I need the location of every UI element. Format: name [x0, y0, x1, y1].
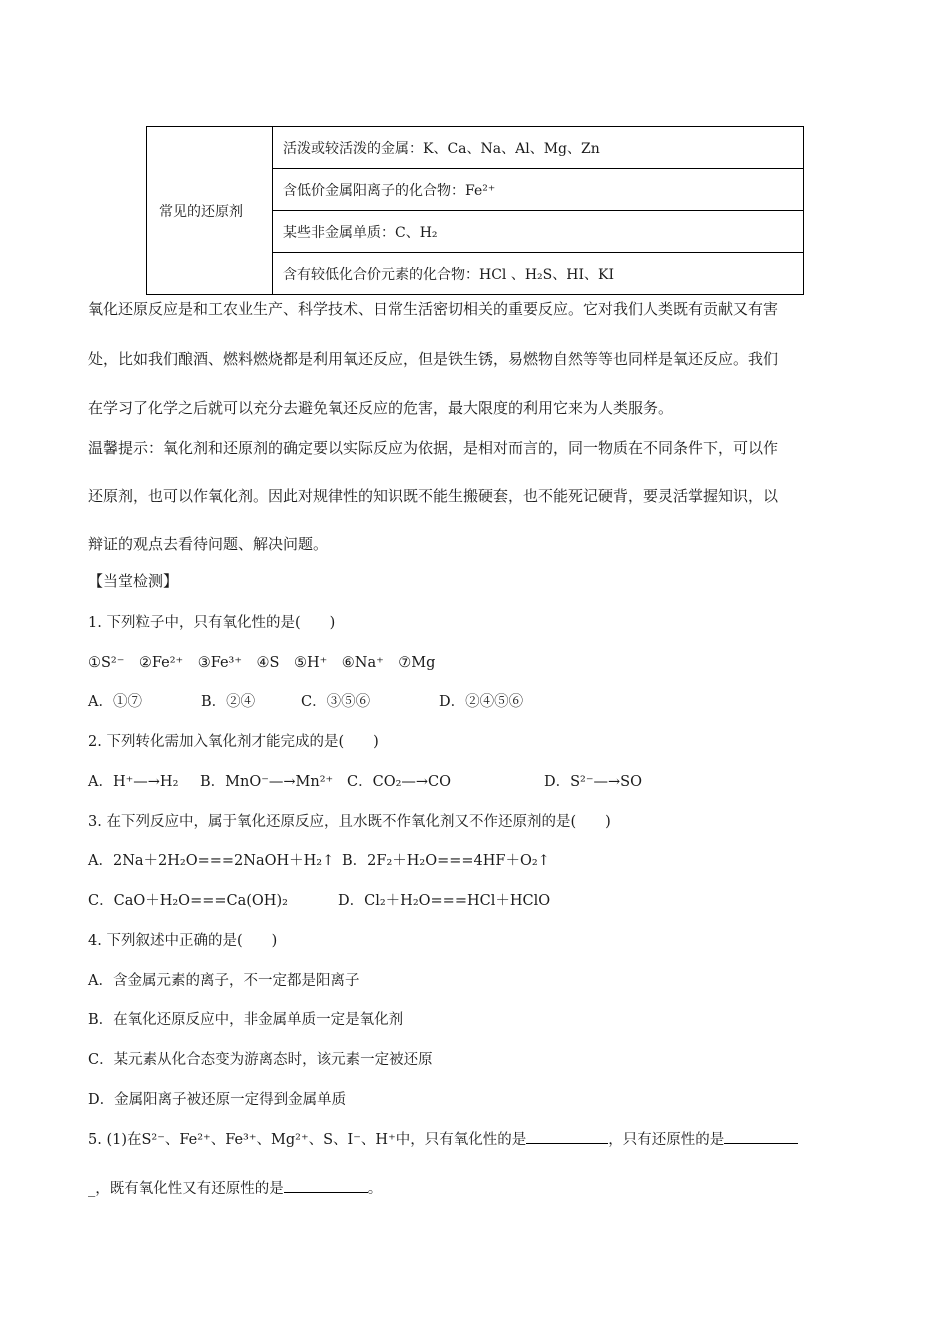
option-a: A．H⁺—→H₂: [88, 774, 179, 790]
option-d: D．S²⁻—→SO: [544, 774, 642, 790]
option-b: B．②④: [201, 694, 256, 710]
option-b: B．2F₂＋H₂O===4HF＋O₂↑: [342, 853, 550, 869]
question-2-stem: 2. 下列转化需加入氧化剂才能完成的是( ): [88, 734, 379, 750]
question-5-part-1: 5. (1)在S²⁻、Fe²⁺、Fe³⁺、Mg²⁺、S、I⁻、H⁺中，只有氧化性的是: [88, 1132, 527, 1148]
question-5-part-2: ，只有还原性的是: [608, 1132, 725, 1148]
table-header-cell: 常见的还原剂: [147, 127, 273, 295]
table-row: 活泼或较活泼的金属：K、Ca、Na、Al、Mg、Zn: [273, 127, 804, 169]
question-4-option-c: C．某元素从化合态变为游离态时，该元素一定被还原: [88, 1052, 433, 1068]
answer-blank[interactable]: [526, 1129, 608, 1144]
paragraph-line: 在学习了化学之后就可以充分去避免氧还反应的危害，最大限度的利用它来为人类服务。: [88, 399, 674, 417]
question-1-particles: ①S²⁻ ②Fe²⁺ ③Fe³⁺ ④S ⑤H⁺ ⑥Na⁺ ⑦Mg: [88, 655, 436, 671]
section-title: 【当堂检测】: [88, 572, 179, 590]
paragraph-line: 氧化还原反应是和工农业生产、科学技术、日常生活密切相关的重要反应。它对我们人类既有贡献又有害: [88, 300, 779, 318]
question-1-stem: 1. 下列粒子中，只有氧化性的是( ): [88, 615, 336, 631]
answer-blank[interactable]: [724, 1129, 798, 1144]
question-5-line-2: [88, 1177, 382, 1198]
option-a: A．2Na＋2H₂O===2NaOH＋H₂↑: [88, 853, 335, 869]
option-c: C．③⑤⑥: [301, 694, 371, 710]
question-4-option-b: B．在氧化还原反应中，非金属单质一定是氧化剂: [88, 1012, 404, 1028]
tip-paragraph-line: 辩证的观点去看待问题、解决问题。: [88, 535, 329, 553]
option-d: D．Cl₂＋H₂O===HCl＋HClO: [338, 893, 551, 909]
question-5-line-1: [88, 1128, 798, 1149]
option-c: C．CaO＋H₂O===Ca(OH)₂: [88, 893, 288, 909]
paragraph-line: 处，比如我们酿酒、燃料燃烧都是利用氧还反应，但是铁生锈，易燃物自然等等也同样是氧还反应。我们: [88, 350, 779, 368]
question-5-part-4: 。: [367, 1181, 383, 1197]
question-4-option-a: A．含金属元素的离子，不一定都是阳离子: [88, 973, 360, 989]
tip-paragraph-line: 温馨提示：氧化剂和还原剂的确定要以实际反应为依据，是相对而言的，同一物质在不同条件下，可以作: [88, 439, 779, 457]
question-4-option-d: D．金属阳离子被还原一定得到金属单质: [88, 1092, 347, 1108]
table-row: 含有较低化合价元素的化合物：HCl 、H₂S、HI、KI: [273, 253, 804, 295]
option-c: C．CO₂—→CO: [347, 774, 452, 790]
question-3-options-ab: [88, 849, 550, 870]
option-d: D．②④⑤⑥: [439, 694, 524, 710]
reducing-agents-table: [146, 126, 804, 295]
answer-blank[interactable]: [284, 1178, 368, 1193]
table-row: 某些非金属单质：C、H₂: [273, 211, 804, 253]
tip-paragraph-line: 还原剂，也可以作氧化剂。因此对规律性的知识既不能生搬硬套，也不能死记硬背，要灵活掌握知识，以: [88, 487, 779, 505]
table-row: 含低价金属阳离子的化合物：Fe²⁺: [273, 169, 804, 211]
option-a: A．①⑦: [88, 694, 142, 710]
question-1-options: [88, 690, 523, 711]
question-4-stem: 4. 下列叙述中正确的是( ): [88, 933, 278, 949]
option-b: B．MnO⁻—→Mn²⁺: [200, 774, 334, 790]
question-5-part-3: _，既有氧化性又有还原性的是: [88, 1181, 284, 1197]
question-3-options-cd: [88, 889, 550, 910]
question-2-options: [88, 770, 642, 791]
question-3-stem: 3. 在下列反应中，属于氧化还原反应，且水既不作氧化剂又不作还原剂的是( ): [88, 814, 611, 830]
